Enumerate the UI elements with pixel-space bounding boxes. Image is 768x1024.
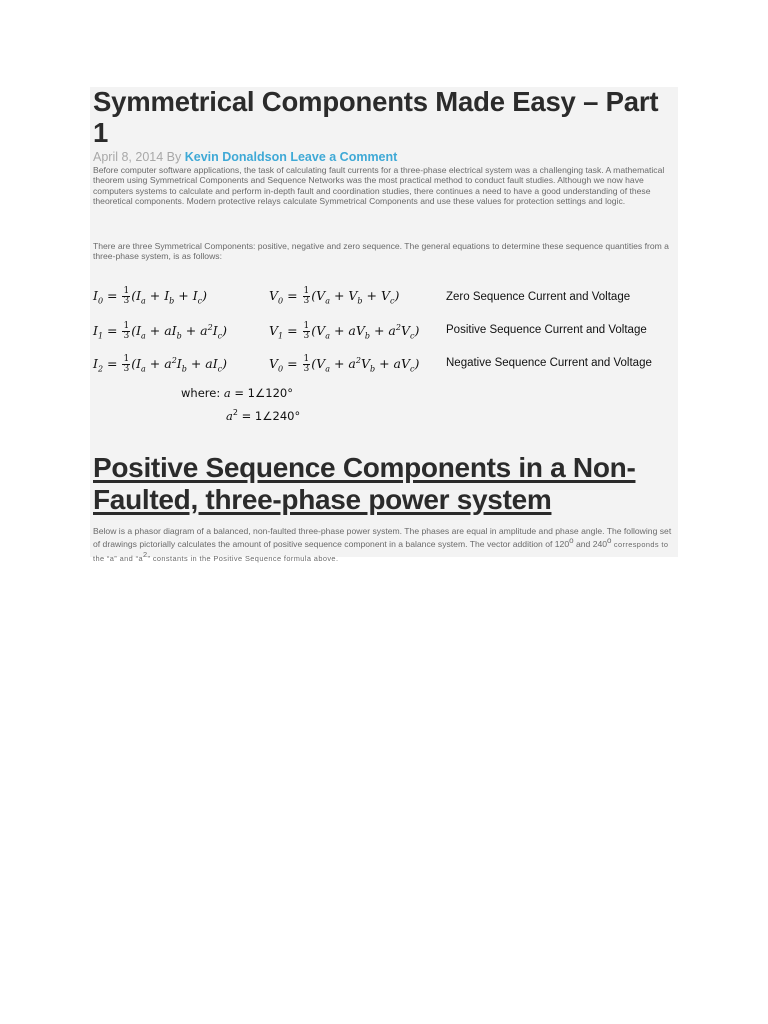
negative-sequence-label: Negative Sequence Current and Voltage xyxy=(446,357,652,369)
positive-sequence-current-equation: $I_1$ = $\frac{1}{3}$ $(I_a + aI_b + a^2I_c)$ xyxy=(93,321,228,342)
operator-a-definition: where: a = 1∠120° xyxy=(181,386,293,400)
positive-sequence-label: Positive Sequence Current and Voltage xyxy=(446,324,647,336)
intro-paragraph: Before computer software applications, the task of calculating fault currents for a three-phase electrical system was a challenging task. A mathematical theorem using Symmetrical Components and Sequence Networks was the most practical method to conduct fault studies. Although we now have computers systems to calculate and perform in-depth fault and coordination studies, there continues a need to have a good understanding of these theoretical components. Modern protective relays calculate Symmetrical Components and use these values for protection settings and logic. xyxy=(93,165,665,206)
negative-sequence-voltage-equation: $V_0$ = $\frac{1}{3}$ $(V_a + a^2V_b + aV_c)$ xyxy=(269,354,420,375)
article-meta xyxy=(93,150,397,165)
negative-sequence-current-equation: $I_2$ = $\frac{1}{3}$ $(I_a + a^2I_b + aI_c)$ xyxy=(93,354,228,375)
by-label: By xyxy=(166,150,182,164)
article-title: Symmetrical Components Made Easy – Part 1 xyxy=(93,86,659,148)
zero-sequence-current-equation: $I_0$ = $\frac{1}{3}$ $(I_a + I_b + I_c)$ xyxy=(93,286,208,306)
zero-sequence-label: Zero Sequence Current and Voltage xyxy=(446,291,631,303)
leave-comment-link[interactable]: Leave a Comment xyxy=(290,150,398,164)
positive-sequence-voltage-equation: $V_1$ = $\frac{1}{3}$ $(V_a + aV_b + a^2V_c)$ xyxy=(269,321,420,342)
phasor-description-paragraph: Below is a phasor diagram of a balanced, non-faulted three-phase power system. The phases are equal in amplitude and phase angle. The following set of drawings pictorially calculates the amount of positive sequence component in a balance system. The vector addition of 120$^o$ and 240$^o$ corresponds to the “a” and “$a^2$” constants in the Positive Sequence formula above. xyxy=(93,526,672,564)
components-intro-paragraph: There are three Symmetrical Components: positive, negative and zero sequence. The general equations to determine these sequence quantities from a three-phase system, is as follows: xyxy=(93,241,669,262)
author-link[interactable]: Kevin Donaldson xyxy=(184,150,287,164)
operator-a-squared-definition: $a^2$ = 1∠240° xyxy=(226,408,301,423)
section-heading: Positive Sequence Components in a Non-Faulted, three-phase power system xyxy=(93,452,636,515)
zero-sequence-voltage-equation: $V_0$ = $\frac{1}{3}$ $(V_a + V_b + V_c)$ xyxy=(269,286,400,306)
post-date: April 8, 2014 xyxy=(93,150,164,164)
